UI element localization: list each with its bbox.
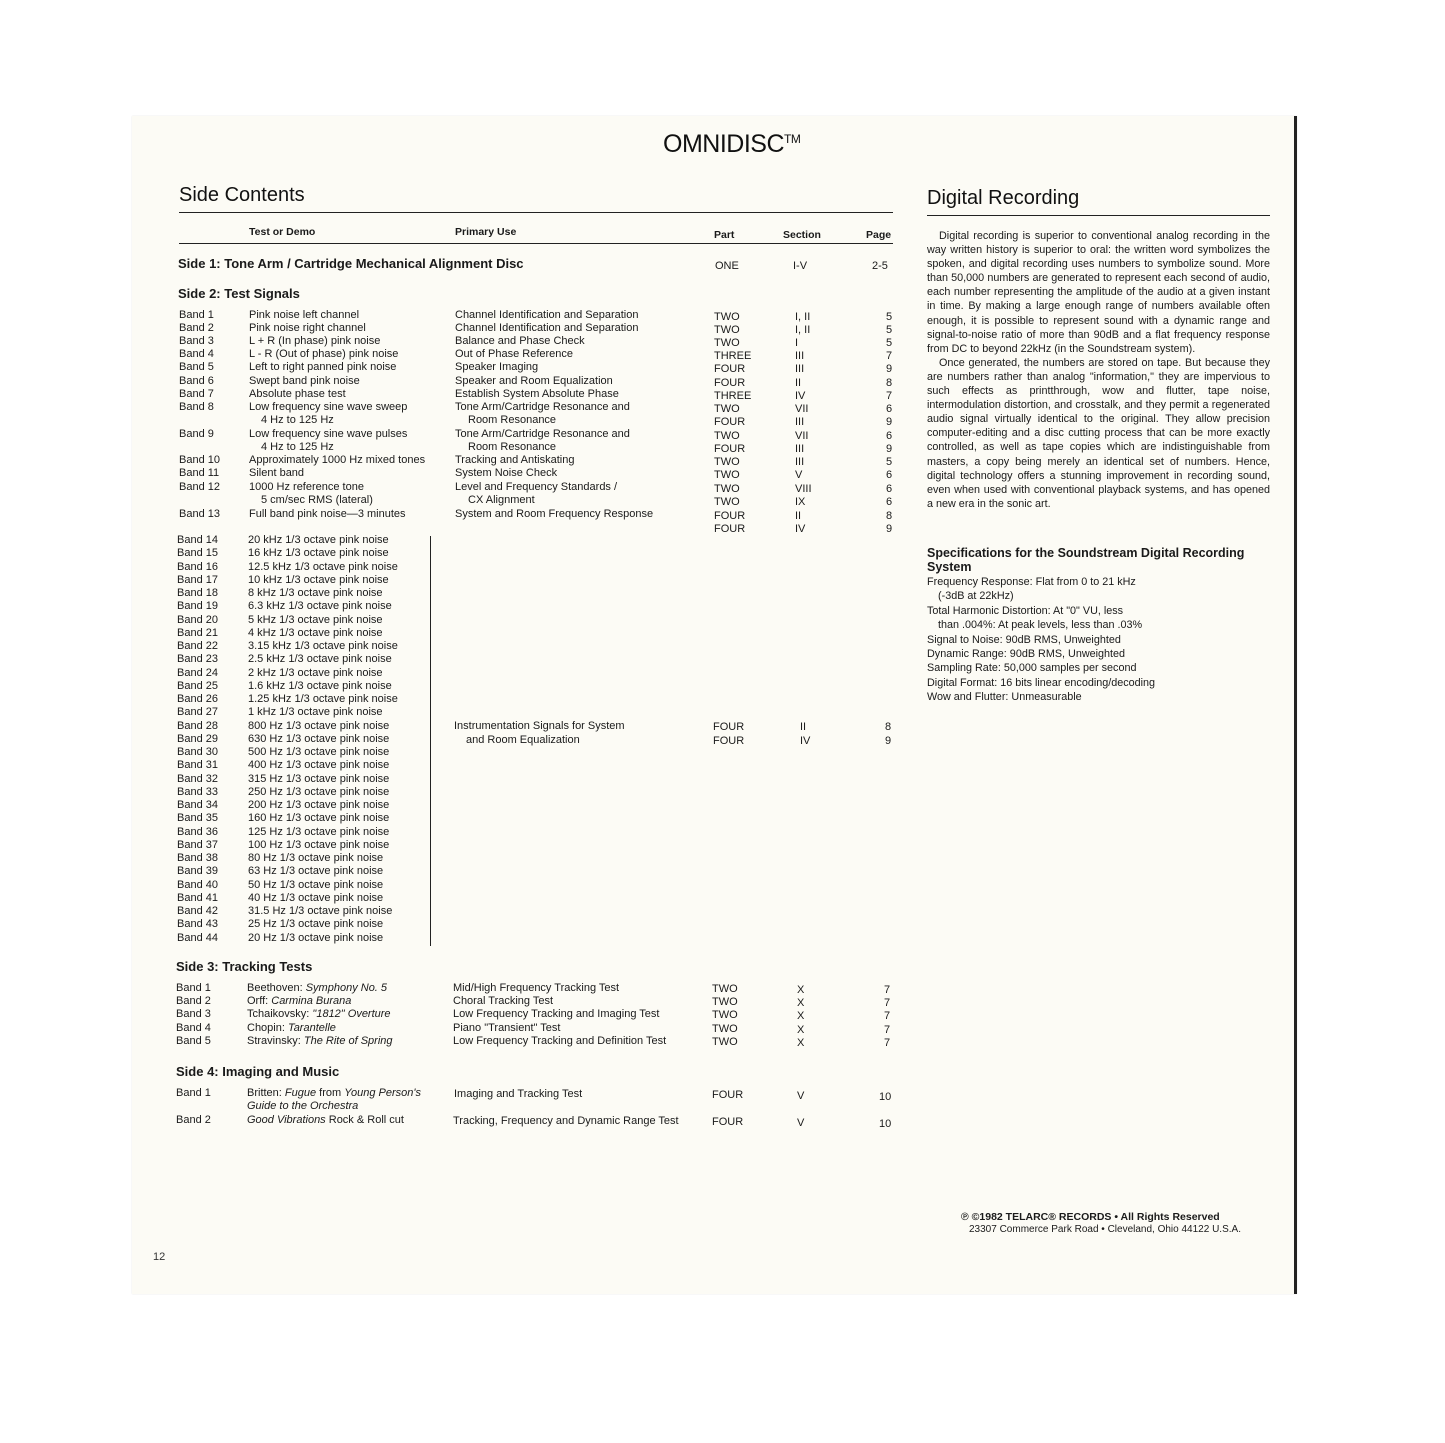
paragraph-2: Once generated, the numbers are stored on tape. But because they are numbers rather than analog "information," they are impervious to such effects as printthrough, wow and flutter, tape noise, intermodulation distortion, and crosstalk, and they permit a regenerated audio signal virtually identical to the original. They allow precision computer-editing and a disc cutting process that can be more exactly controlled, as well as tape copies which are indistinguishable from masters, a copy being merely an identical set of numbers. Hence, digital technology offers a stunning improvement in recording sound, even when used with conventional playback systems, and has opened a new era in the sonic art.	[927, 356, 1270, 510]
side-4-band-2-test: Good Vibrations Rock & Roll cut	[247, 1114, 404, 1126]
page-cell: 8	[886, 510, 893, 522]
page-cell: 9	[885, 735, 892, 747]
band-label: Band 2	[176, 995, 211, 1008]
primary-use: Speaker Imaging	[455, 361, 539, 373]
test-name: 4 Hz to 125 Hz	[261, 414, 334, 426]
section-cell: IV	[795, 390, 806, 402]
spec-line: Sampling Rate: 50,000 samples per second	[927, 662, 1137, 675]
band-label: Band 5	[179, 361, 214, 373]
page-cell: 7	[884, 1036, 891, 1049]
section-cell: X	[797, 984, 805, 996]
test-name: Absolute phase test	[249, 388, 346, 400]
part-cell: FOUR	[713, 721, 745, 733]
section-cell: III	[795, 416, 805, 428]
section-cell: X	[797, 1036, 805, 1049]
part-cell: TWO	[712, 983, 738, 995]
test-name: 125 Hz 1/3 octave pink noise	[248, 825, 390, 838]
band-label: Band 14	[177, 534, 218, 546]
primary-use: System Noise Check	[455, 467, 558, 479]
section-cell: IX	[795, 496, 806, 508]
part-cell: TWO	[714, 403, 740, 415]
primary-use: Mid/High Frequency Tracking Test	[453, 982, 620, 994]
spec-line: Total Harmonic Distortion: At "0" VU, less	[927, 604, 1124, 617]
band-label: Band 38	[177, 852, 218, 864]
band-label: Band 15	[177, 547, 218, 560]
test-name: 5 cm/sec RMS (lateral)	[261, 494, 373, 506]
side-4-band-2-part: FOUR	[712, 1116, 744, 1128]
test-name: Pink noise right channel	[249, 322, 366, 334]
band-label: Band 29	[177, 732, 218, 745]
side-contents-title: Side Contents	[179, 184, 305, 206]
test-name: Swept band pink noise	[249, 375, 360, 387]
part-cell: THREE	[714, 390, 752, 402]
section-cell: X	[797, 1023, 805, 1036]
primary-use: Tone Arm/Cartridge Resonance and	[455, 428, 630, 440]
test-name: 500 Hz 1/3 octave pink noise	[248, 746, 390, 758]
section-cell: II	[795, 510, 802, 522]
part-cell: TWO	[714, 456, 740, 468]
part-cell: FOUR	[714, 416, 746, 428]
primary-use: Choral Tracking Test	[453, 995, 554, 1008]
band-label: Band 12	[179, 481, 220, 493]
band-label: Band 43	[177, 918, 218, 931]
section-cell: II	[800, 721, 807, 733]
primary-use: Establish System Absolute Phase	[455, 388, 619, 400]
section-cell: IV	[795, 523, 806, 535]
primary-use: Tracking and Antiskating	[455, 454, 575, 466]
test-name	[247, 982, 387, 995]
spec-title: Specifications for the Soundstream Digital Recording System	[927, 546, 1245, 574]
primary-use: Piano "Transient" Test	[453, 1021, 561, 1034]
test-name: Silent band	[249, 467, 305, 479]
test-name: 1 kHz 1/3 octave pink noise	[248, 706, 383, 719]
page-cell: 7	[884, 997, 891, 1010]
test-name: 40 Hz 1/3 octave pink noise	[248, 891, 384, 904]
band-label: Band 22	[177, 640, 218, 652]
band-label: Band 20	[177, 613, 218, 626]
col-header-test: Test or Demo	[249, 226, 316, 238]
primary-use: Speaker and Room Equalization	[455, 375, 613, 387]
primary-use: Room Resonance	[468, 441, 557, 453]
band-label: Band 33	[177, 785, 218, 798]
test-name: Pink noise left channel	[249, 309, 360, 321]
work-title: Tarantelle	[287, 1021, 336, 1034]
band-label: Band 24	[177, 666, 218, 679]
band-label: Band 34	[177, 799, 218, 811]
spec-line: Digital Format: 16 bits linear encoding/decoding	[927, 676, 1156, 689]
primary-use: CX Alignment	[468, 494, 535, 506]
side-2-heading: Side 2: Test Signals	[178, 286, 300, 301]
primary-use: Room Resonance	[468, 414, 557, 426]
col-header-use: Primary Use	[455, 226, 517, 238]
test-name: 6.3 kHz 1/3 octave pink noise	[248, 600, 392, 613]
primary-use: Tone Arm/Cartridge Resonance and	[455, 401, 630, 413]
test-name: 2 kHz 1/3 octave pink noise	[248, 666, 383, 679]
side-4-band-1-use: Imaging and Tracking Test	[454, 1088, 583, 1100]
band-label: Band 13	[179, 508, 220, 520]
band-label: Band 2	[179, 322, 214, 334]
test-name	[247, 995, 351, 1008]
section-cell: I	[795, 337, 799, 349]
side-4-band-1-page: 10	[879, 1091, 892, 1103]
section-cell: III	[795, 350, 805, 362]
page-cell: 9	[886, 443, 893, 455]
page-cell: 6	[886, 496, 893, 508]
part-cell: TWO	[714, 483, 740, 495]
band-label: Band 25	[177, 679, 218, 692]
test-name: 10 kHz 1/3 octave pink noise	[248, 573, 389, 586]
page-cell: 8	[885, 721, 892, 733]
test-name: 630 Hz 1/3 octave pink noise	[248, 732, 390, 745]
page-cell: 7	[886, 350, 893, 362]
test-name: 20 Hz 1/3 octave pink noise	[248, 931, 384, 944]
title-rule	[179, 212, 893, 213]
header-rule	[179, 243, 893, 244]
part-cell: TWO	[714, 430, 740, 442]
section-cell: II	[795, 377, 802, 389]
spec-line: than .004%: At peak levels, less than .03%	[938, 619, 1143, 632]
col-header-part: Part	[714, 229, 735, 241]
test-name: 315 Hz 1/3 octave pink noise	[248, 772, 390, 785]
test-name: 4 kHz 1/3 octave pink noise	[248, 626, 383, 639]
work-title: "1812" Overture	[312, 1008, 391, 1021]
band-label: Band 42	[177, 905, 218, 917]
part-cell: FOUR	[714, 443, 746, 455]
test-name	[247, 1022, 336, 1035]
test-name: Full band pink noise—3 minutes	[249, 508, 406, 520]
section-cell: III	[795, 443, 805, 455]
part-cell: FOUR	[714, 363, 746, 375]
primary-use: Balance and Phase Check	[455, 335, 585, 347]
digital-recording-body	[927, 229, 1270, 511]
page-cell: 7	[884, 1010, 891, 1023]
spec-line: Frequency Response: Flat from 0 to 21 kHz	[927, 576, 1136, 588]
copyright-line: ℗ ©1982 TELARC® RECORDS • All Rights Reserved	[961, 1211, 1220, 1223]
band-label: Band 23	[177, 653, 218, 666]
work-title: The Rite of Spring	[303, 1034, 393, 1047]
work-title: Carmina Burana	[271, 995, 352, 1008]
side-1-page: 2-5	[872, 260, 888, 272]
composer: Beethoven:	[247, 982, 306, 994]
part-cell: TWO	[714, 496, 740, 508]
test-name: 12.5 kHz 1/3 octave pink noise	[248, 560, 398, 573]
test-name	[247, 1035, 393, 1048]
part-cell: TWO	[712, 1022, 738, 1035]
section-cell: V	[795, 469, 803, 481]
composer: Orff:	[247, 995, 272, 1008]
test-name: 63 Hz 1/3 octave pink noise	[248, 865, 384, 878]
page-cell: 9	[886, 363, 893, 375]
test-name: 250 Hz 1/3 octave pink noise	[248, 785, 390, 798]
band-label: Band 30	[177, 746, 218, 758]
side-3-heading: Side 3: Tracking Tests	[176, 959, 313, 974]
side-4-band-2-section: V	[797, 1117, 805, 1129]
omnidisc-logo: OMNIDISC™	[663, 130, 801, 158]
primary-use: Out of Phase Reference	[455, 348, 574, 360]
test-name: 5 kHz 1/3 octave pink noise	[248, 613, 383, 626]
section-cell: X	[797, 997, 805, 1010]
primary-use: and Room Equalization	[466, 734, 580, 746]
side-1-section: I-V	[793, 260, 808, 272]
side-1-heading: Side 1: Tone Arm / Cartridge Mechanical Alignment Disc	[178, 256, 524, 271]
section-cell: X	[797, 1010, 805, 1023]
page-cell: 5	[886, 324, 893, 336]
spec-line: (-3dB at 22kHz)	[938, 590, 1014, 603]
section-cell: I, II	[795, 311, 811, 323]
band-label: Band 1	[179, 309, 214, 321]
work-title: Symphony No. 5	[305, 982, 388, 994]
side-4-band-1-test-line2: Guide to the Orchestra	[247, 1100, 359, 1112]
band-label: Band 6	[179, 375, 214, 387]
composer: Stravinsky:	[247, 1034, 304, 1047]
band-label: Band 40	[177, 878, 218, 891]
section-cell: IV	[800, 735, 811, 747]
test-name: 50 Hz 1/3 octave pink noise	[248, 878, 384, 891]
page-number: 12	[153, 1251, 166, 1263]
band-label: Band 28	[177, 719, 218, 732]
band-label: Band 17	[177, 573, 218, 586]
test-name: 200 Hz 1/3 octave pink noise	[248, 799, 390, 811]
page-cell: 7	[886, 390, 893, 402]
test-name: 31.5 Hz 1/3 octave pink noise	[248, 905, 393, 917]
band-label: Band 1	[176, 982, 211, 994]
test-name: Low frequency sine wave pulses	[249, 428, 408, 440]
side-1-part: ONE	[715, 260, 739, 272]
part-cell: TWO	[712, 1009, 738, 1022]
band-label: Band 7	[179, 388, 214, 400]
test-name: 4 Hz to 125 Hz	[261, 441, 334, 453]
test-name: 100 Hz 1/3 octave pink noise	[248, 838, 390, 851]
band-label: Band 39	[177, 865, 218, 878]
band-label: Band 36	[177, 825, 218, 838]
test-name: 8 kHz 1/3 octave pink noise	[248, 587, 383, 599]
section-cell: VII	[795, 403, 809, 415]
side-4-band-1-part: FOUR	[712, 1089, 744, 1101]
page-cell: 6	[886, 430, 893, 442]
digital-recording-title: Digital Recording	[927, 187, 1080, 209]
test-name: 3.15 kHz 1/3 octave pink noise	[248, 640, 398, 652]
page-cell: 9	[886, 523, 893, 535]
primary-use: Instrumentation Signals for System	[454, 720, 625, 732]
primary-use: System and Room Frequency Response	[455, 508, 654, 520]
test-name: 1.25 kHz 1/3 octave pink noise	[248, 693, 398, 705]
octave-bracket-line	[430, 536, 431, 946]
test-name: Approximately 1000 Hz mixed tones	[249, 454, 426, 466]
band-label: Band 11	[179, 467, 220, 479]
test-name: 800 Hz 1/3 octave pink noise	[248, 719, 390, 732]
test-name: L + R (In phase) pink noise	[249, 335, 381, 347]
test-name: 160 Hz 1/3 octave pink noise	[248, 812, 390, 825]
part-cell: FOUR	[714, 510, 746, 522]
page-cell: 8	[886, 377, 893, 389]
test-name: 80 Hz 1/3 octave pink noise	[248, 852, 384, 864]
band-label: Band 4	[179, 348, 214, 360]
part-cell: TWO	[714, 469, 740, 481]
band-label: Band 3	[176, 1008, 211, 1021]
composer: Tchaikovsky:	[247, 1008, 313, 1021]
band-label: Band 21	[177, 626, 218, 639]
section-cell: III	[795, 456, 805, 468]
spec-line: Signal to Noise: 90dB RMS, Unweighted	[927, 633, 1121, 646]
band-label: Band 4	[176, 1021, 211, 1034]
band-label: Band 9	[179, 428, 214, 440]
band-label: Band 37	[177, 838, 218, 851]
band-label: Band 10	[179, 454, 220, 466]
test-name: 1000 Hz reference tone	[249, 481, 364, 493]
band-label: Band 44	[177, 931, 218, 944]
page-cell: 5	[886, 337, 893, 349]
digital-title-rule	[927, 215, 1270, 216]
page-cell: 5	[886, 311, 893, 323]
test-name: Left to right panned pink noise	[249, 361, 397, 373]
side-4-band-2: Band 2	[176, 1114, 211, 1126]
col-header-page: Page	[866, 229, 892, 241]
side-4-band-1-section: V	[797, 1090, 805, 1102]
part-cell: TWO	[714, 324, 740, 336]
part-cell: TWO	[714, 311, 740, 323]
test-name: Low frequency sine wave sweep	[249, 401, 408, 413]
composer: Chopin:	[247, 1021, 288, 1034]
part-cell: TWO	[714, 337, 740, 349]
side-4-band-1: Band 1	[176, 1087, 211, 1099]
test-name: 1.6 kHz 1/3 octave pink noise	[248, 679, 392, 692]
col-header-section: Section	[783, 229, 821, 241]
band-label: Band 5	[176, 1034, 211, 1047]
page-cell: 6	[886, 403, 893, 415]
page-cell: 6	[886, 483, 893, 495]
section-cell: I, II	[795, 324, 811, 336]
part-cell: FOUR	[713, 735, 745, 747]
test-name: 20 kHz 1/3 octave pink noise	[248, 534, 389, 546]
side-4-band-2-use: Tracking, Frequency and Dynamic Range Test	[453, 1115, 679, 1127]
band-label: Band 18	[177, 587, 218, 599]
part-cell: FOUR	[714, 377, 746, 389]
section-cell: III	[795, 363, 805, 375]
page-cell: 6	[886, 469, 893, 481]
band-label: Band 16	[177, 560, 218, 573]
band-label: Band 27	[177, 706, 218, 719]
band-label: Band 31	[177, 759, 218, 772]
test-name	[247, 1008, 391, 1021]
side-4-band-1-test: Britten: Fugue from Young Person's	[247, 1087, 421, 1099]
primary-use: Channel Identification and Separation	[455, 322, 639, 334]
band-label: Band 35	[177, 812, 218, 825]
page-cell: 7	[884, 984, 891, 996]
side-4-heading: Side 4: Imaging and Music	[176, 1064, 340, 1079]
band-label: Band 32	[177, 772, 218, 785]
part-cell: FOUR	[714, 523, 746, 535]
side-4-band-2-page: 10	[879, 1118, 892, 1130]
primary-use: Low Frequency Tracking and Definition Test	[453, 1034, 667, 1047]
band-label: Band 8	[179, 401, 214, 413]
address-line: 23307 Commerce Park Road • Cleveland, Ohio 44122 U.S.A.	[969, 1224, 1241, 1235]
test-name: 16 kHz 1/3 octave pink noise	[248, 547, 389, 560]
page-cell: 7	[884, 1023, 891, 1036]
section-cell: VII	[795, 430, 809, 442]
primary-use: Level and Frequency Standards /	[455, 481, 618, 493]
spec-line: Dynamic Range: 90dB RMS, Unweighted	[927, 648, 1126, 660]
part-cell: TWO	[712, 996, 738, 1009]
page-cell: 9	[886, 416, 893, 428]
band-label: Band 41	[177, 891, 218, 904]
part-cell: THREE	[714, 350, 752, 362]
page-cell: 5	[886, 456, 893, 468]
primary-use: Channel Identification and Separation	[455, 309, 639, 321]
primary-use: Low Frequency Tracking and Imaging Test	[453, 1008, 660, 1021]
band-label: Band 3	[179, 335, 214, 347]
test-name: 2.5 kHz 1/3 octave pink noise	[248, 653, 392, 666]
part-cell: TWO	[712, 1035, 738, 1048]
test-name: L - R (Out of phase) pink noise	[249, 348, 399, 360]
spec-line: Wow and Flutter: Unmeasurable	[927, 691, 1082, 704]
test-name: 25 Hz 1/3 octave pink noise	[248, 918, 384, 931]
paragraph-1: Digital recording is superior to conventional analog recording in the way written history is superior to oral: the written word symbolizes the spoken, and digital recording uses numbers to symbolize sound. More than 50,000 numbers are generated to represent each second of audio, each number representing the amplitude of the audio at a given instant in time. By making a large enough range of numbers available often enough, it is possible to represent sound with a dynamic range and signal-to-noise ratio of more than 90dB and a flat frequency response from DC to beyond 22kHz (in the Soundstream system).	[927, 230, 1270, 355]
test-name: 400 Hz 1/3 octave pink noise	[248, 759, 390, 772]
section-cell: VIII	[795, 483, 812, 495]
band-label: Band 19	[177, 600, 218, 613]
band-label: Band 26	[177, 693, 218, 705]
